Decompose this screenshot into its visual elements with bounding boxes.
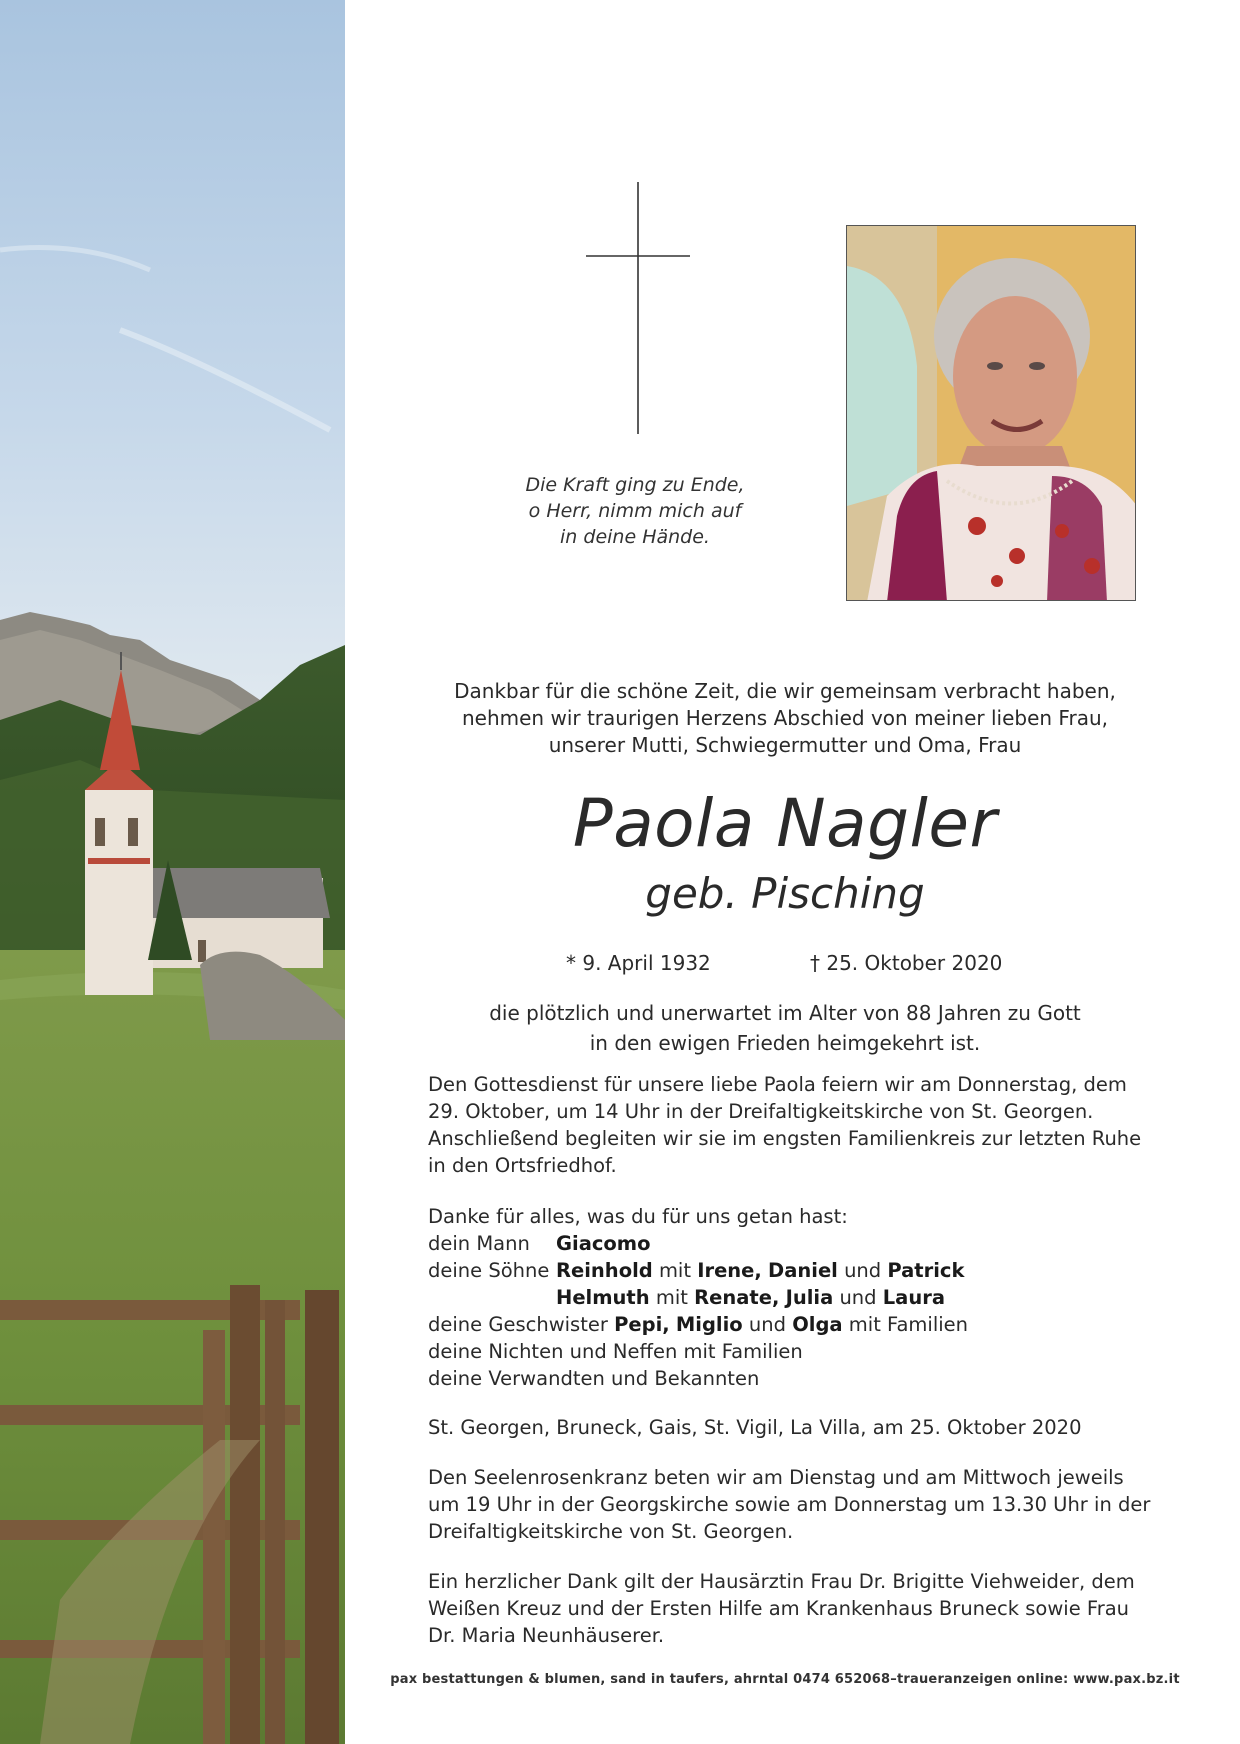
mourner-name: Laura (882, 1286, 945, 1309)
mourner-siblings (428, 1311, 1148, 1338)
connector-text: mit Familien (848, 1313, 969, 1336)
connector-text: und (844, 1259, 882, 1282)
funeral-home-footer: pax bestattungen & blumen, sand in taufers, ahrntal 0474 652068–traueranzeigen online: www.pax.bz.it (390, 1672, 1180, 1687)
intro-line: unserer Mutti, Schwiegermutter und Oma, Frau (548, 733, 1022, 757)
service-line: Den Gottesdienst für unsere liebe Paola feiern wir am Donnerstag, dem (428, 1073, 1127, 1096)
birth-date: * 9. April 1932 (566, 951, 711, 975)
gratitude-line: Dr. Maria Neunhäuserer. (428, 1624, 665, 1647)
service-line: in den Ortsfriedhof. (428, 1154, 617, 1177)
landscape-photo (0, 0, 345, 1744)
portrait-photo (846, 225, 1136, 601)
mourner-name: Helmuth (556, 1286, 650, 1309)
passing-text (380, 998, 1190, 1058)
intro-line: nehmen wir traurigen Herzens Abschied von meiner lieben Frau, (461, 706, 1108, 730)
maiden-name: geb. Pisching (645, 869, 925, 918)
deceased-name: Paola Nagler (572, 785, 998, 862)
mourner-label: dein Mann (428, 1232, 530, 1255)
quote-line: Die Kraft ging zu Ende, (525, 474, 745, 496)
passing-line: in den ewigen Frieden heimgekehrt ist. (589, 1031, 981, 1055)
connector-text: mit (658, 1259, 691, 1282)
intro-line: Dankbar für die schöne Zeit, die wir gemeinsam verbracht haben, (454, 679, 1116, 703)
thanks-heading: Danke für alles, was du für uns getan hast: (428, 1205, 848, 1228)
memorial-quote (480, 472, 790, 550)
mourners-list (428, 1203, 1148, 1392)
cross-icon (586, 182, 690, 434)
rosary-line: um 19 Uhr in der Georgskirche sowie am Donnerstag um 13.30 Uhr in der (428, 1493, 1151, 1516)
quote-line: o Herr, nimm mich auf (528, 500, 742, 522)
mourner-husband (428, 1230, 1148, 1257)
mourner-name: Patrick (887, 1259, 965, 1282)
mourner-name: Irene, (697, 1259, 762, 1282)
mourner-relatives: deine Verwandten und Bekannten (428, 1367, 760, 1390)
gratitude-line: Ein herzlicher Dank gilt der Hausärztin Frau Dr. Brigitte Viehweider, dem (428, 1570, 1135, 1593)
mourner-name: Julia (785, 1286, 834, 1309)
rosary-line: Dreifaltigkeitskirche von St. Georgen. (428, 1520, 794, 1543)
mourner-name: Miglio (675, 1313, 743, 1336)
service-info (428, 1071, 1148, 1179)
mourner-name: Daniel (768, 1259, 838, 1282)
mourner-sons-second (428, 1284, 1148, 1311)
mourner-name: Pepi, (614, 1313, 670, 1336)
quote-line: in deine Hände. (560, 526, 710, 548)
rosary-line: Den Seelenrosenkranz beten wir am Dienstag und am Mittwoch jeweils (428, 1466, 1124, 1489)
intro-text (380, 678, 1190, 759)
mourner-nieces: deine Nichten und Neffen mit Familien (428, 1340, 803, 1363)
passing-line: die plötzlich und unerwartet im Alter von 88 Jahren zu Gott (489, 1001, 1081, 1025)
service-line: 29. Oktober, um 14 Uhr in der Dreifaltigkeitskirche von St. Georgen. (428, 1100, 1094, 1123)
mourner-name: Renate, (694, 1286, 780, 1309)
mourner-name: Reinhold (556, 1259, 653, 1282)
connector-text: und (748, 1313, 786, 1336)
mourner-sons (428, 1257, 1148, 1284)
place-date: St. Georgen, Bruneck, Gais, St. Vigil, La Villa, am 25. Oktober 2020 (428, 1416, 1082, 1439)
gratitude-line: Weißen Kreuz und der Ersten Hilfe am Krankenhaus Bruneck sowie Frau (428, 1597, 1130, 1620)
mourner-label: deine Söhne (428, 1259, 550, 1282)
connector-text: mit (655, 1286, 688, 1309)
connector-text: und (839, 1286, 877, 1309)
service-line: Anschließend begleiten wir sie im engsten Familienkreis zur letzten Ruhe (428, 1127, 1142, 1150)
mourner-name: Giacomo (556, 1232, 651, 1255)
mourner-label: deine Geschwister (428, 1313, 608, 1336)
rosary-info (428, 1464, 1151, 1545)
gratitude-text (428, 1568, 1148, 1649)
death-date: † 25. Oktober 2020 (810, 951, 1003, 975)
mourner-name: Olga (792, 1313, 843, 1336)
